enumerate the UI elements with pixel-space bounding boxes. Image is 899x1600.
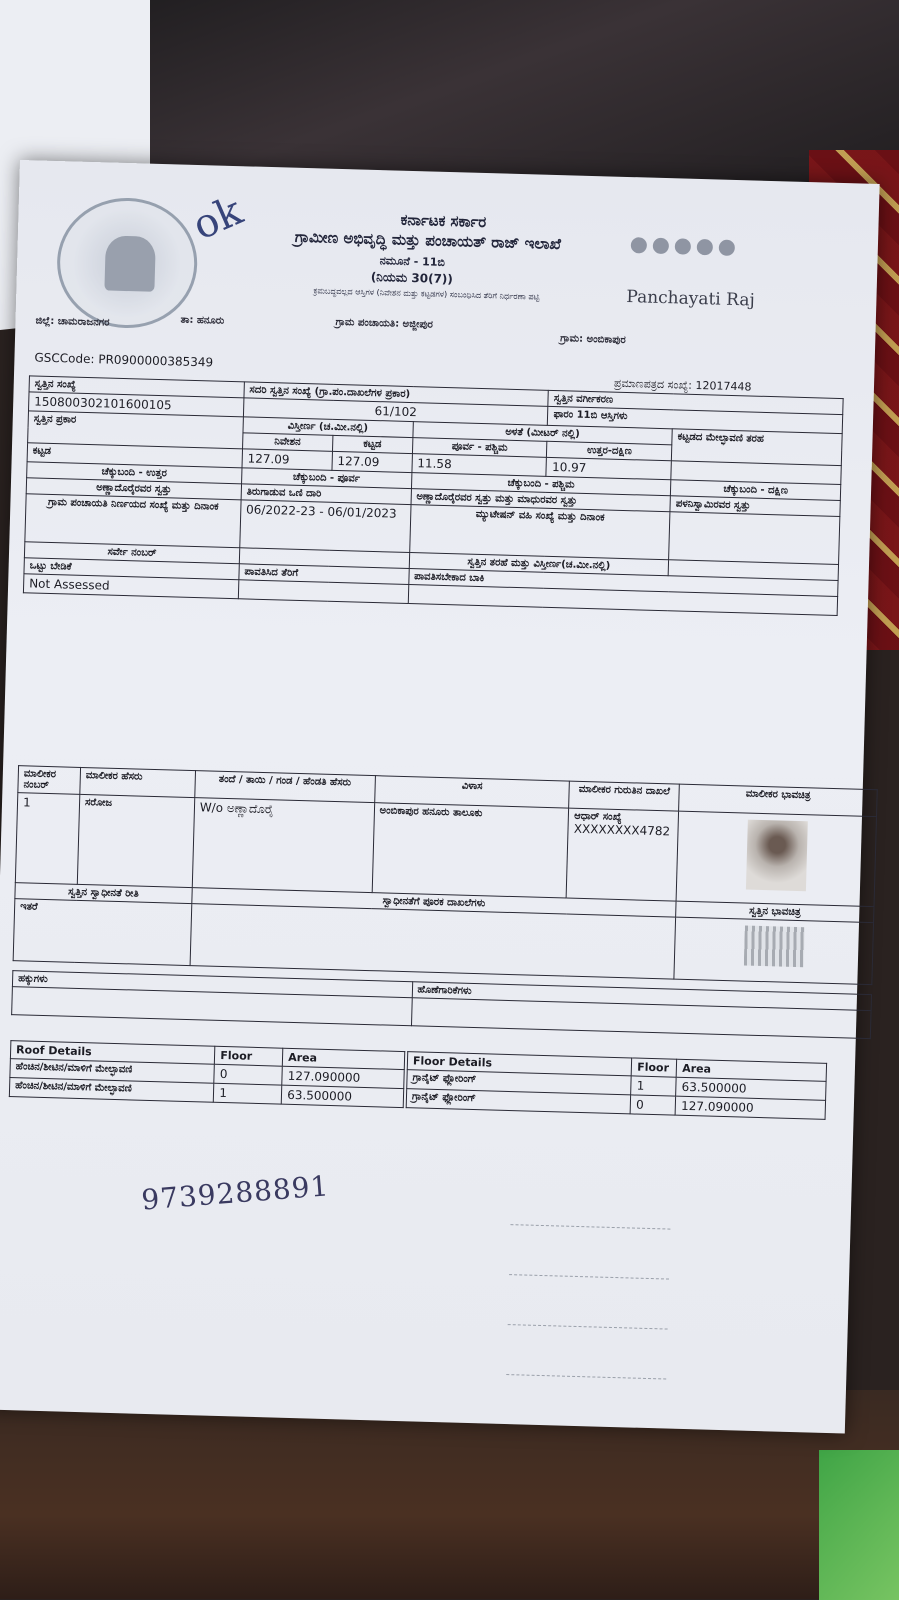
roof-floor-header: Floor — [215, 1046, 283, 1066]
owner-name: ಸರೋಜ — [77, 794, 194, 887]
north-south-value: 10.97 — [546, 457, 671, 479]
total-demand-label: ಒಟ್ಟು ಬೇಡಿಕೆ — [24, 558, 239, 580]
roof-area-header: Area — [282, 1048, 404, 1069]
east-west-value: 11.58 — [412, 454, 547, 477]
owner-number-label: ಮಾಲೀಕರ ನಂಬರ್ — [18, 766, 81, 795]
roof-type-label: ಕಟ್ಟಡದ ಮೇಲ್ಛಾವಣಿ ತರಹ — [672, 429, 843, 466]
survey-number-label: ಸರ್ವೇ ನಂಬರ್ — [24, 542, 239, 564]
relation-label: ತಂದೆ / ತಾಯಿ / ಗಂಡ / ಹೆಂಡತಿ ಹೆಸರು — [195, 771, 375, 803]
sadari-label: ಸದರಿ ಸ್ವತ್ತಿನ ಸಂಖ್ಯೆ (ಗ್ರಾ.ಪಂ.ದಾಖಲೆಗಳ ಪ್ರಕಾರ) — [244, 382, 549, 406]
resolution-label: ಗ್ರಾಮ ಪಂಚಾಯತಿ ನಿರ್ಣಯದ ಸಂಖ್ಯೆ ಮತ್ತು ದಿನಾಂಕ — [25, 494, 241, 548]
property-id: 150800302101600105 — [28, 392, 243, 417]
east-west-label: ಪೂರ್ವ - ಪಶ್ಚಿಮ — [412, 438, 547, 458]
handwritten-phone-number: 9739288891 — [140, 1169, 331, 1217]
karnataka-emblem-icon — [55, 196, 199, 330]
govt-title: ಕರ್ನಾಟಕ ಸರ್ಕಾರ — [400, 210, 487, 232]
owner-table — [13, 765, 878, 985]
panchayati-raj-logo-text: Panchayati Raj — [626, 286, 756, 311]
floor-details-table — [406, 1051, 827, 1120]
district: ಜಿಲ್ಲೆ: ಚಾಮರಾಜನಗರ — [35, 315, 110, 329]
roof-details-header: Roof Details — [10, 1041, 215, 1065]
south-boundary: ಪಳನಿಸ್ವಾಮಿರವರ ಸ್ವತ್ತು — [670, 496, 840, 517]
id-document-number: XXXXXXXX4782 — [573, 821, 671, 839]
panchayati-raj-logo-icon — [627, 237, 768, 281]
ownership-mode: ಇತರೆ — [13, 899, 191, 966]
floor-area-header: Area — [676, 1059, 826, 1081]
handwritten-ok-mark: ok — [186, 187, 249, 250]
id-document-label: ಮಾಲೀಕರ ಗುರುತಿನ ದಾಖಲೆ — [569, 781, 680, 811]
sadari-number: 61/102 — [243, 398, 548, 425]
background-green-object — [819, 1450, 899, 1600]
property-type: ಕಟ್ಟಡ — [27, 443, 242, 468]
owner-number: 1 — [15, 793, 79, 885]
supporting-docs-label: ಸ್ವಾಧೀನತೆಗೆ ಪೂರಕ ದಾಖಲೆಗಳು — [192, 888, 677, 918]
property-table — [23, 375, 844, 616]
owner-address: ಅಂಬಿಕಾಪುರ ಹನೂರು ತಾಲೂಕು — [372, 803, 569, 898]
certificate-number: ಪ್ರಮಾಣಪತ್ರದ ಸಂಖ್ಯೆ: 12017448 — [613, 376, 752, 394]
department-title: ಗ್ರಾಮೀಣ ಅಭಿವೃದ್ಧಿ ಮತ್ತು ಪಂಚಾಯತ್ ರಾಜ್ ಇಲಾಖೆ — [294, 227, 562, 254]
classification-label: ಸ್ವತ್ತಿನ ವರ್ಗೀಕರಣ — [548, 390, 843, 414]
form-number: ನಮೂನೆ - 11ಬಿ — [379, 254, 446, 269]
area-label: ವಿಸ್ತೀರ್ಣ (ಚ.ಮೀ.ನಲ್ಲಿ) — [243, 417, 413, 438]
ownership-mode-label: ಸ್ವತ್ತಿನ ಸ್ವಾಧೀನತೆ ರೀತಿ — [15, 883, 192, 904]
id-document-type: ಆಧಾರ್ ಸಂಖ್ಯೆ — [574, 810, 622, 824]
gram-panchayat: ಗ್ರಾಮ ಪಂಚಾಯತಿ: ಅಜ್ಜೀಪುರ — [335, 316, 434, 331]
paid-tax-label: ಪಾವತಿಸಿದ ತೆರಿಗೆ — [239, 564, 409, 585]
property-id-label: ಸ್ವತ್ತಿನ ಸಂಖ್ಯೆ — [29, 376, 244, 398]
classification: ಫಾರಂ 11ಬಿ ಆಸ್ತಿಗಳು — [548, 406, 843, 433]
form-subtitle: ಕ್ರಮಬದ್ಧವಲ್ಲದ ಆಸ್ತಿಗಳ (ನಿವೇಶನ ಮತ್ತು ಕಟ್ಟಡಗಳ) ಸಂಬಂಧಿಸಿದ ತೆರಿಗೆ ನಿರ್ಧರಣಾ ಪಟ್ಟಿ — [313, 286, 540, 302]
total-demand: Not Assessed — [23, 574, 238, 599]
document-sheet — [0, 160, 880, 1434]
rights-label: ಹಕ್ಕುಗಳು — [12, 971, 412, 998]
south-boundary-label: ಚೆಕ್ಕುಬಂದಿ - ದಕ್ಷಿಣ — [671, 480, 841, 501]
east-boundary: ತಿರುಗಾಡುವ ಒಣಿ ದಾರಿ — [241, 484, 411, 505]
property-nature-label: ಸ್ವತ್ತಿನ ತರಹೆ ಮತ್ತು ವಿಸ್ತೀರ್ಣ(ಚ.ಮೀ.ನಲ್ಲಿ) — [409, 553, 669, 576]
floor-floor-header: Floor — [631, 1058, 676, 1077]
owner-photo — [746, 820, 808, 892]
property-photo — [743, 926, 804, 968]
site-label: ನಿವೇಶನ — [242, 433, 332, 452]
building-label: ಕಟ್ಟಡ — [332, 435, 412, 453]
table-row: ಗ್ರಾನೈಟ್ ಫ್ಲೋರಿಂಗ್ 0 127.090000 — [406, 1089, 825, 1120]
balance-label: ಪಾವತಿಸಬೇಕಾದ ಬಾಕಿ — [408, 569, 838, 597]
roof-details-table — [9, 1040, 405, 1108]
address-label: ವಿಳಾಸ — [374, 776, 569, 808]
gsc-code: GSCCode: PR0900000385349 — [34, 350, 214, 370]
divider — [506, 1374, 666, 1379]
site-area: 127.09 — [242, 449, 332, 471]
taluk: ತಾ: ಹನೂರು — [180, 314, 225, 327]
mutation-label: ಮ್ಯುಟೇಷನ್ ವಹಿ ಸಂಖ್ಯೆ ಮತ್ತು ದಿನಾಂಕ — [409, 505, 670, 560]
building-area: 127.09 — [332, 451, 412, 472]
east-boundary-label: ಚೆಕ್ಕುಬಂದಿ - ಪೂರ್ವ — [241, 468, 411, 489]
divider — [510, 1224, 670, 1229]
divider — [509, 1274, 669, 1279]
property-photo-label: ಸ್ವತ್ತಿನ ಭಾವಚಿತ್ರ — [676, 901, 874, 923]
west-boundary-label: ಚೆಕ್ಕುಬಂದಿ - ಪಶ್ಚಿಮ — [411, 473, 671, 496]
rule-number: (ನಿಯಮ 30(7)) — [370, 269, 454, 287]
divider — [508, 1324, 668, 1329]
north-boundary: ಅಣ್ಣಾದೊರೈರವರ ಸ್ವತ್ತು — [26, 478, 241, 500]
property-type-label: ಸ್ವತ್ತಿನ ಪ್ರಕಾರ — [28, 411, 244, 449]
table-row: ಹೆಂಚಿನ/ಶೀಟಿನ/ಮಾಳಿಗೆ ಮೇಲ್ಛಾವಣಿ 1 63.500000 — [9, 1078, 403, 1108]
owner-relation: W/o ಅಣ್ಣಾದೊರೈ — [192, 798, 374, 893]
west-boundary: ಅಣ್ಣಾದೊರೈರವರ ಸ್ವತ್ತು ಮತ್ತು ಮಾಧುರವರ ಸ್ವತ್ತು — [411, 489, 671, 512]
owner-photo-label: ಮಾಲೀಕರ ಭಾವಚಿತ್ರ — [679, 784, 877, 817]
owner-name-label: ಮಾಲೀಕರ ಹೆಸರು — [80, 767, 196, 797]
north-south-label: ಉತ್ತರ-ದಕ್ಷಿಣ — [547, 441, 672, 460]
resolution-value: 06/2022-23 - 06/01/2023 — [240, 500, 411, 553]
north-boundary-label: ಚೆಕ್ಕುಬಂದಿ - ಉತ್ತರ — [27, 462, 242, 484]
table-row: ಗ್ರಾನೈಟ್ ಫ್ಲೋರಿಂಗ್ 1 63.500000 — [407, 1070, 826, 1101]
table-row: ಹೆಂಚಿನ/ಶೀಟಿನ/ಮಾಳಿಗೆ ಮೇಲ್ಛಾವಣಿ 0 127.090000 — [10, 1059, 404, 1089]
village: ಗ್ರಾಮ: ಅಂಬಿಕಾಪುರ — [560, 333, 626, 346]
floor-details-header: Floor Details — [407, 1052, 632, 1076]
dimensions-label: ಅಳತೆ (ಮೀಟರ್ ನಲ್ಲಿ) — [413, 422, 673, 445]
liabilities-label: ಹೊಣೆಗಾರಿಕೆಗಳು — [412, 982, 872, 1011]
